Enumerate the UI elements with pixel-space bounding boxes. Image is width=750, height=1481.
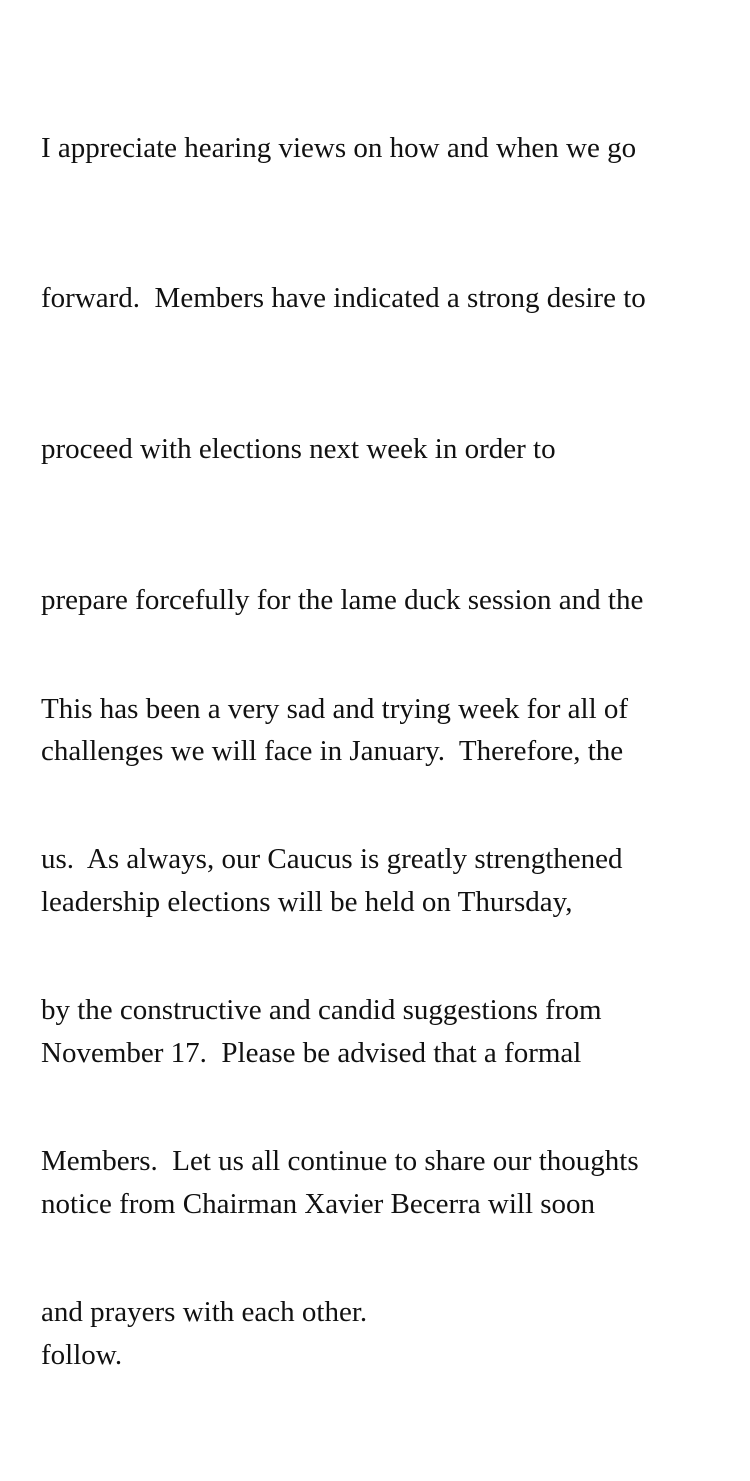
text-line: proceed with elections next week in order to [41, 433, 556, 466]
text-line: prepare forcefully for the lame duck session and the [41, 584, 644, 617]
text-line: This has been a very sad and trying week for all of [41, 692, 629, 725]
paragraph-closing [41, 583, 731, 1438]
text-line: leadership elections will be held on Thursday, [41, 886, 573, 919]
text-line: I appreciate hearing views on how and when we go [41, 131, 637, 164]
text-line: us. As always, our Caucus is greatly strengthened [41, 843, 623, 876]
text-line: November 17. Please be advised that a formal [41, 1036, 582, 1069]
text-line: challenges we will face in January. Therefore, the [41, 735, 624, 768]
text-line: by the constructive and candid suggestions from [41, 994, 602, 1027]
text-line: forward. Members have indicated a strong desire to [41, 282, 646, 315]
text-line: follow. [41, 1338, 123, 1371]
text-line: notice from Chairman Xavier Becerra will soon [41, 1187, 596, 1220]
text-line: Members. Let us all continue to share our thoughts [41, 1145, 639, 1178]
text-line: and prayers with each other. [41, 1296, 368, 1329]
